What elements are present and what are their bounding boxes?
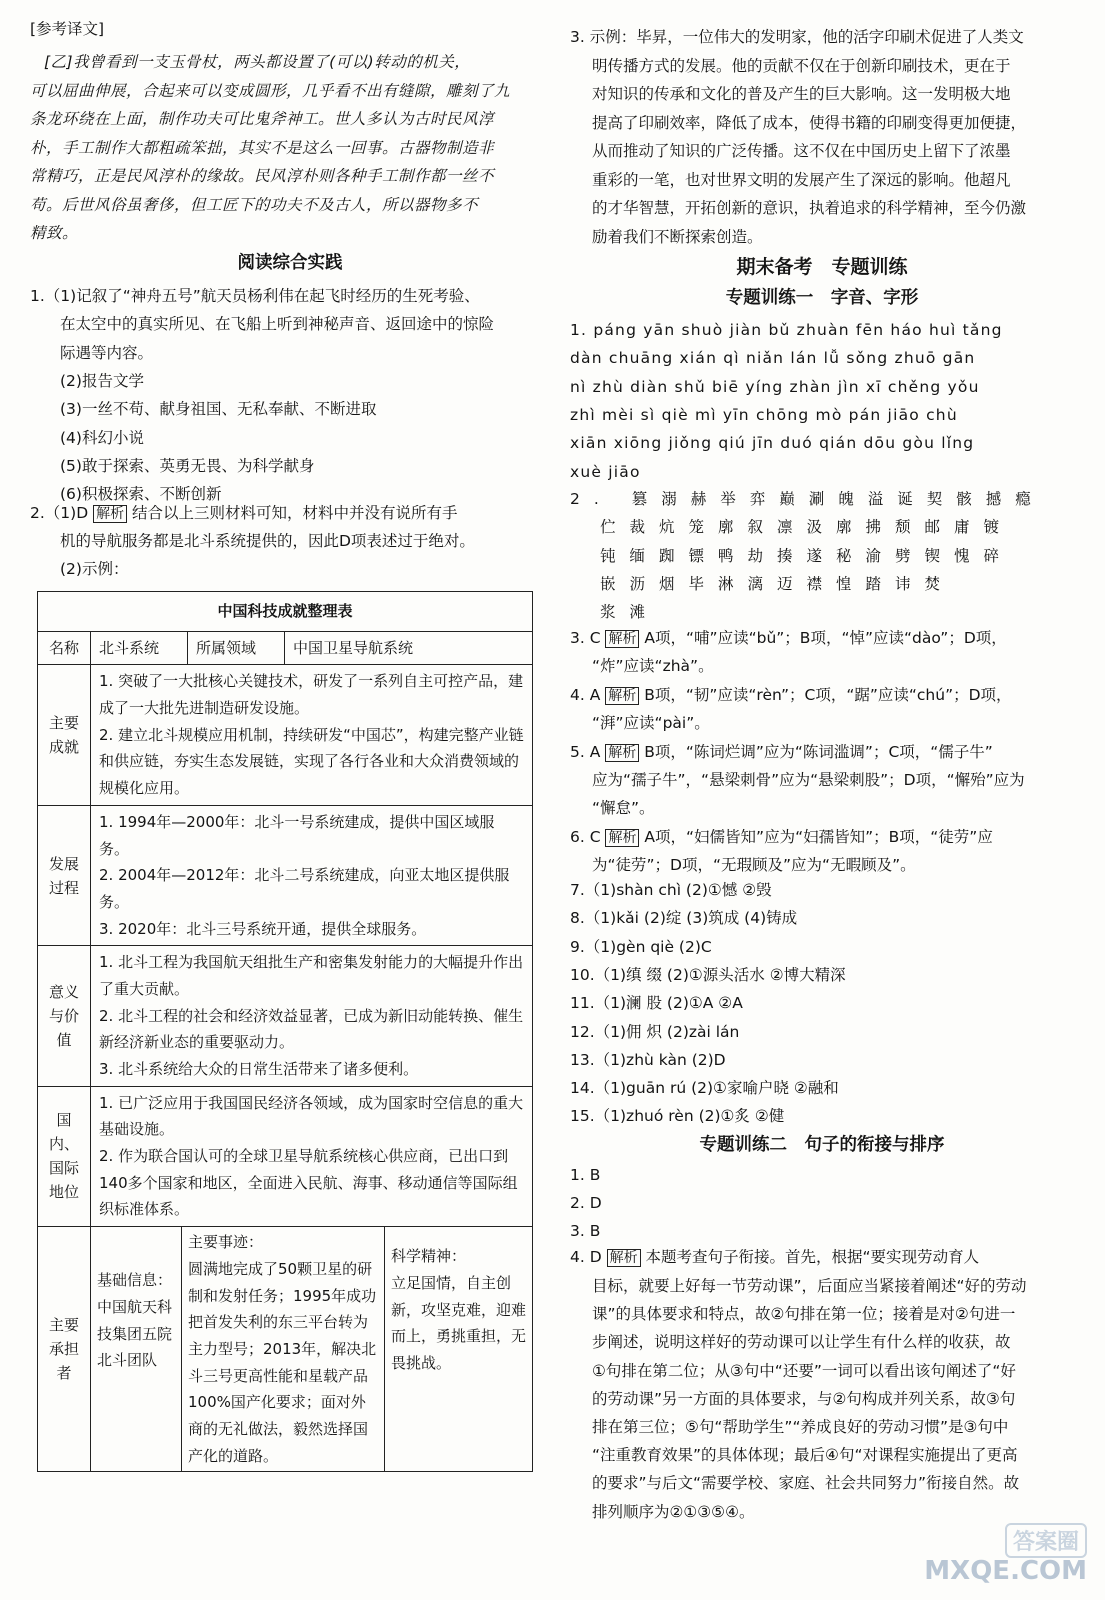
analysis-tag: 解析 xyxy=(605,687,639,705)
q4-text: 本题考查句子衔接。首先，根据“要实现劳动育人 xyxy=(645,1248,980,1266)
table-row-bearer xyxy=(38,1227,533,1472)
section-title-reading-practice: 阅读综合实践 xyxy=(237,253,343,273)
answer-text: “炸”应读“zhà”。 xyxy=(592,657,714,676)
answer-line: 际遇等内容。 xyxy=(60,343,154,362)
table-title: 中国科技成就整理表 xyxy=(38,592,533,632)
analysis-line: 排列顺序为②①③⑤④。 xyxy=(592,1502,755,1521)
example-line: 明传播方式的发展。他的贡献不仅在于创新印刷技术，更在于 xyxy=(592,56,1011,75)
short-answer-line: 7.（1)shàn chì (2)①憾 ②毁 xyxy=(570,881,772,899)
analysis-line: 步阐述，说明这样好的劳动课可以让学生有什么样的收获，故 xyxy=(592,1333,1011,1352)
answer-text: B项，“陈词烂调”应为“陈词滥调”；C项，“儒子牛” xyxy=(644,742,993,761)
scientific-spirit: 科学精神： 立足国情，自主创新，攻坚克难，迎难而上，勇挑重担，无畏挑战。 xyxy=(391,1247,527,1372)
table-row xyxy=(38,946,533,1086)
short-answer-line: 9.（1)gèn qiè (2)C xyxy=(570,937,712,956)
table-row xyxy=(38,805,533,945)
short-answer-line: 13.（1)zhù kàn (2)D xyxy=(570,1050,726,1069)
answer-line: 1.（1)记叙了“神舟五号”航天员杨利伟在起飞时经历的生死考验、 xyxy=(30,287,480,305)
name-label: 名称 xyxy=(38,631,91,665)
table-row xyxy=(38,665,533,805)
analysis-tag: 解析 xyxy=(93,505,127,523)
q2-text: 结合以上三则材料可知，材料中并没有说所有手 xyxy=(132,504,458,522)
question-2-line-1 xyxy=(30,506,458,522)
short-answer-line: 12.（1)佣 炽 (2)zài lán xyxy=(570,1022,740,1041)
tech-achievement-table xyxy=(37,591,533,1472)
character-line: 伫裁炕笼廓叙凛汲廓拂颓邮庸镀 xyxy=(600,518,1014,537)
watermark-logo: 答案圈 xyxy=(1005,1523,1087,1558)
short-answer-line: 11.（1)澜 股 (2)①A ②A xyxy=(570,994,743,1013)
example-line: 提高了印刷效率，降低了成本，使得书籍的印刷变得更加便捷， xyxy=(592,113,1027,132)
row-label: 国内、国际地位 xyxy=(38,1086,91,1226)
answer-line: (4)科幻小说 xyxy=(60,428,144,447)
pinyin-line: nì zhù diàn shǔ biē yíng zhàn jìn xī chěng yǒu xyxy=(570,377,980,396)
watermark-url: MXQE.COM xyxy=(924,1556,1087,1586)
analysis-answer-line xyxy=(570,827,993,846)
analysis-line: 目标，就要上好每一节劳动课”，后面应当紧接着阐述“好的劳动 xyxy=(592,1277,1027,1295)
analysis-answer-line xyxy=(592,801,655,817)
section-title-pronunciation: 专题训练一 字音、字形 xyxy=(725,288,919,308)
translation-line: 可以屈曲伸展，合起来可以变成圆形，几乎看不出有缝隙，雕刻了九 xyxy=(30,81,511,100)
analysis-line: 的劳动课”另一方面的具体要求，与②句构成并列关系，故③句 xyxy=(592,1389,1016,1408)
question-4-line-1 xyxy=(570,1250,979,1266)
short-answer-line: 10.（1)缜 缀 (2)①源头活水 ②博大精深 xyxy=(570,965,846,984)
q4-number: 4. D xyxy=(570,1248,602,1266)
q2-number: 2.（1)D xyxy=(30,504,89,522)
short-answer-line: 14.（1)guān rú (2)①家喻户晓 ②融和 xyxy=(570,1079,839,1098)
example-line: 3. 示例：毕昇，一位伟大的发明家，他的活字印刷术促进了人类文 xyxy=(570,28,1024,46)
pinyin-line: xuè jiāo xyxy=(570,462,641,481)
analysis-tag: 解析 xyxy=(605,744,639,762)
mc-answer-line: 1. B xyxy=(570,1166,601,1184)
analysis-answer-line xyxy=(570,742,993,761)
basic-info: 基础信息：中国航天科技集团五院北斗团队 xyxy=(91,1227,182,1471)
pinyin-line: zhì mèi sì qiè mì yīn chōng mò pán jiāo chù xyxy=(570,405,958,424)
answer-text: A项，“妇儒皆知”应为“妇孺皆知”；B项，“徒劳”应 xyxy=(644,827,993,846)
answer-text: 为“徒劳”；D项，“无瑕顾及”应为“无暇顾及”。 xyxy=(592,856,916,875)
analysis-answer-line xyxy=(570,631,1007,647)
field-value: 中国卫星导航系统 xyxy=(285,631,533,665)
translation-line: 朴，手工制作大都粗疏笨拙，其实不是这么一回事。古器物制造非 xyxy=(30,138,495,157)
section-title-final-review: 期末备考 专题训练 xyxy=(736,256,908,278)
section-title-sentence-order: 专题训练二 句子的衔接与排序 xyxy=(699,1135,945,1155)
row-text: 1. 北斗工程为我国航天组批生产和密集发射能力的大幅提升作出了重大贡献。 2. 北斗工程的社会和经济效益显著，已成为新旧动能转换、催生新经济新业态的重要驱动力。 3. 北斗系统给大众的日常生活带来了诸多便利。 xyxy=(91,946,533,1086)
main-deeds: 主要事迹： 圆满地完成了50颗卫星的研制和发射任务；1995年成功把首发失利的东三平台转为主力型号；2013年，解决北斗三号更高性能和星载产品100%国产化要求；面对外商的无礼做法，毅然选择国产化的道路。 xyxy=(182,1227,385,1471)
example-line: 对知识的传承和文化的普及产生的巨大影响。这一发明极大地 xyxy=(592,85,1011,103)
example-line: 从而推动了知识的广泛传播。这不仅在中国历史上留下了浓墨 xyxy=(592,142,1011,160)
name-value: 北斗系统 xyxy=(91,631,188,665)
character-line: 浆滩 xyxy=(600,603,660,622)
answer-number: 5. A xyxy=(570,742,601,761)
character-line: 嵌沥烟毕淋漓迈襟惶踏讳焚 xyxy=(600,574,955,593)
pinyin-line: dàn chuāng xián qì niǎn lán lǚ sǒng zhuō gān xyxy=(570,349,976,368)
answer-number: 4. A xyxy=(570,685,601,704)
analysis-tag: 解析 xyxy=(607,1249,641,1267)
mc-answer-line: 3. B xyxy=(570,1222,601,1240)
translation-line: [乙]我曾看到一支玉骨杖，两头都设置了(可以)转动的机关， xyxy=(44,53,471,71)
analysis-answer-line xyxy=(592,773,1025,789)
answer-line: 在太空中的真实所见、在飞船上听到神秘声音、返回途中的惊险 xyxy=(60,315,495,334)
analysis-tag: 解析 xyxy=(605,829,639,847)
answer-text: “湃”应读“pài”。 xyxy=(592,714,710,733)
analysis-line: 排在第三位；⑤句“帮助学生”“养成良好的劳动习惯”是③句中 xyxy=(592,1418,1009,1436)
question-2-line-2: 机的导航服务都是北斗系统提供的，因此D项表述过于绝对。 xyxy=(60,532,475,550)
example-line: 重彩的一笔，也对世界文明的发展产生了深远的影响。他超凡 xyxy=(592,170,1011,189)
analysis-line: 课”的具体要求和特点，故②句排在第一位；接着是对②句进一 xyxy=(592,1305,1016,1324)
row-text: 1. 突破了一大批核心关键技术，研发了一系列自主可控产品，建成了一大批先进制造研发设施。 2. 建立北斗规模应用机制，持续研发“中国芯”，构建完整产业链和供应链，夯实生态发展链，实现了各行各业和大众消费领域的规模化应用。 xyxy=(91,665,533,805)
example-line: 励着我们不断探索创造。 xyxy=(592,227,763,246)
short-answer-line: 8.（1)kǎi (2)绽 (3)筑成 (4)铸成 xyxy=(570,909,798,928)
row-label: 意义与价值 xyxy=(38,946,91,1086)
answer-line: (2)报告文学 xyxy=(60,371,144,390)
answer-number: 6. C xyxy=(570,827,601,846)
translation-line: 苟。后世风俗虽奢侈，但工匠下的功夫不及古人，所以器物多不 xyxy=(30,195,479,214)
analysis-answer-line xyxy=(570,685,1012,704)
pinyin-line: 1. páng yān shuò jiàn bǔ zhuàn fēn háo huì tǎng xyxy=(570,321,1003,339)
answer-text: A项，“哺”应读“bǔ”；B项，“悼”应读“dào”；D项， xyxy=(644,629,1007,647)
answer-text: “懈怠”。 xyxy=(592,799,655,818)
bearer-label: 主要承担者 xyxy=(38,1227,91,1472)
analysis-answer-line xyxy=(592,659,714,675)
row-label: 发展过程 xyxy=(38,805,91,945)
row-text: 1. 1994年—2000年：北斗一号系统建成，提供中国区域服务。 2. 2004年—2012年：北斗二号系统建成，向亚太地区提供服务。 3. 2020年：北斗三号系统开通，提供全球服务。 xyxy=(91,805,533,945)
translation-line: 精致。 xyxy=(30,224,79,242)
analysis-answer-line xyxy=(592,858,916,874)
pinyin-line: xiān xiōng jiǒng qiú jīn duó qián dōu gòu lǐng xyxy=(570,434,975,453)
answer-text: B项，“韧”应读“rèn”；C项，“踞”应读“chú”；D项， xyxy=(644,685,1012,704)
table-title-row xyxy=(38,592,533,632)
translation-line: 条龙环绕在上面，制作功夫可比鬼斧神工。世人多认为古时民风淳 xyxy=(30,110,495,128)
analysis-line: ①句排在第二位；从③句中“还要”一词可以看出该句阐述了“好 xyxy=(592,1361,1016,1380)
answer-line: (3)一丝不苟、献身祖国、无私奉献、不断进取 xyxy=(60,400,377,419)
question-2-line-3: (2)示例： xyxy=(60,560,129,578)
field-label: 所属领域 xyxy=(188,631,285,665)
reference-translation-title: [参考译文] xyxy=(30,20,105,38)
analysis-tag: 解析 xyxy=(605,630,639,648)
character-line: 钝缅踟镖鸭劫揍遂秘渝劈锲愧碎 xyxy=(600,546,1014,565)
analysis-line: “注重教育效果”的具体体现；最后④句“对课程实施提出了更高 xyxy=(592,1446,1018,1465)
analysis-answer-line xyxy=(592,716,710,732)
answer-line: (5)敢于探索、英勇无畏、为科学献身 xyxy=(60,456,315,475)
mc-answer-line: 2. D xyxy=(570,1194,602,1212)
row-text: 1. 已广泛应用于我国国民经济各领域，成为国家时空信息的重大基础设施。 2. 作为联合国认可的全球卫星导航系统核心供应商，已出口到140多个国家和地区，全面进入民航、海事、移动通信等国际组织标准体系。 xyxy=(91,1086,533,1226)
answer-number: 3. C xyxy=(570,629,601,647)
row-label: 主要成就 xyxy=(38,665,91,805)
short-answer-line: 15.（1)zhuó rèn (2)①炙 ②健 xyxy=(570,1107,785,1126)
table-row xyxy=(38,1086,533,1226)
answer-text: 应为“孺子牛”，“悬梁刺骨”应为“悬梁刺股”；D项，“懈殆”应为 xyxy=(592,771,1025,789)
example-line: 的才华智慧，开拓创新的意识，执着追求的科学精神，至今仍激 xyxy=(592,199,1027,217)
table-name-row xyxy=(38,631,533,665)
character-line: 2. 篡溺赫举弈巅涮魄溢诞契骸撼瘾 xyxy=(570,490,1045,508)
translation-line: 常精巧，正是民风淳朴的缘故。民风淳朴则各种手工制作都一丝不 xyxy=(30,167,495,185)
answer-line: (6)积极探索、不断创新 xyxy=(60,485,222,504)
analysis-line: 的要求”与后文“需要学校、家庭、社会共同努力”衔接自然。故 xyxy=(592,1474,1020,1493)
